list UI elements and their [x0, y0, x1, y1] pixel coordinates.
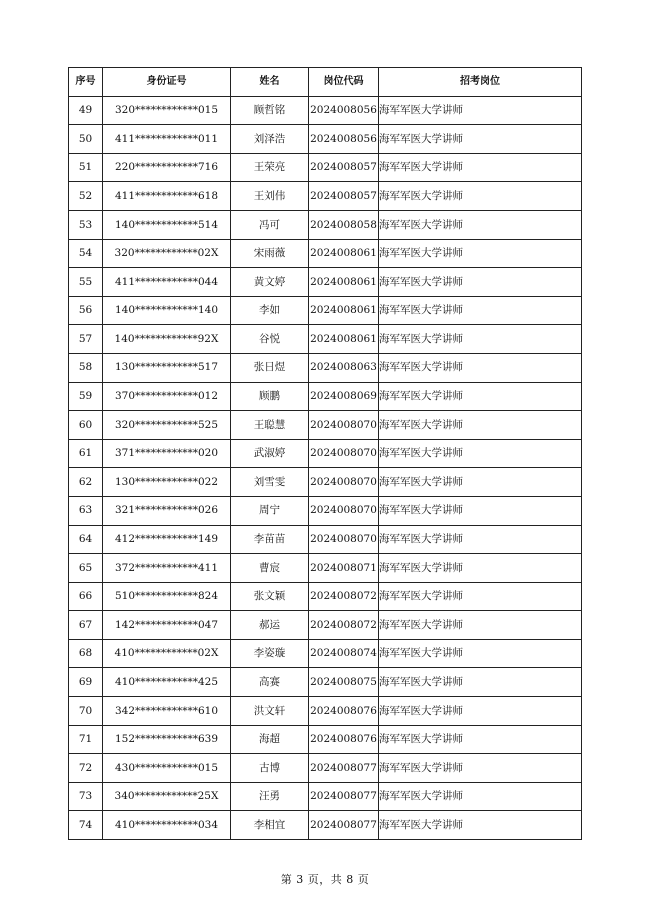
table-row — [69, 582, 582, 611]
cell-name: 汪勇 — [231, 782, 309, 811]
table-row — [69, 325, 582, 354]
cell-position-code: 2024008061 — [309, 239, 379, 268]
cell-seq: 63 — [69, 496, 103, 525]
cell-seq: 57 — [69, 325, 103, 354]
cell-seq: 62 — [69, 468, 103, 497]
cell-seq: 54 — [69, 239, 103, 268]
table-row — [69, 525, 582, 554]
cell-position: 海军军医大学讲师 — [379, 639, 582, 668]
table-row — [69, 96, 582, 125]
table-row — [69, 153, 582, 182]
cell-position: 海军军医大学讲师 — [379, 296, 582, 325]
cell-position: 海军军医大学讲师 — [379, 182, 582, 211]
cell-id-number: 140************514 — [103, 210, 231, 239]
cell-position-code: 2024008061 — [309, 325, 379, 354]
cell-seq: 65 — [69, 554, 103, 583]
cell-seq: 51 — [69, 153, 103, 182]
cell-position-code: 2024008056 — [309, 96, 379, 125]
table-row — [69, 439, 582, 468]
cell-position: 海军军医大学讲师 — [379, 210, 582, 239]
table-header-row — [69, 68, 582, 97]
cell-seq: 50 — [69, 125, 103, 154]
cell-name: 曹宸 — [231, 554, 309, 583]
cell-position-code: 2024008070 — [309, 525, 379, 554]
table-row — [69, 782, 582, 811]
cell-seq: 73 — [69, 782, 103, 811]
cell-id-number: 320************02X — [103, 239, 231, 268]
table-row — [69, 182, 582, 211]
cell-id-number: 340************25X — [103, 782, 231, 811]
cell-name: 冯可 — [231, 210, 309, 239]
table-row — [69, 353, 582, 382]
cell-position-code: 2024008077 — [309, 811, 379, 840]
cell-id-number: 220************716 — [103, 153, 231, 182]
cell-name: 顾哲铭 — [231, 96, 309, 125]
cell-seq: 49 — [69, 96, 103, 125]
cell-name: 张文颖 — [231, 582, 309, 611]
cell-name: 王刘伟 — [231, 182, 309, 211]
cell-position-code: 2024008070 — [309, 468, 379, 497]
cell-seq: 52 — [69, 182, 103, 211]
cell-position: 海军军医大学讲师 — [379, 725, 582, 754]
cell-position: 海军军医大学讲师 — [379, 153, 582, 182]
cell-id-number: 130************022 — [103, 468, 231, 497]
cell-name: 古博 — [231, 754, 309, 783]
cell-name: 刘泽浩 — [231, 125, 309, 154]
cell-position: 海军军医大学讲师 — [379, 353, 582, 382]
cell-id-number: 320************525 — [103, 411, 231, 440]
table-body — [69, 96, 582, 839]
table-row — [69, 554, 582, 583]
cell-seq: 71 — [69, 725, 103, 754]
cell-position-code: 2024008072 — [309, 611, 379, 640]
cell-seq: 58 — [69, 353, 103, 382]
cell-position-code: 2024008057 — [309, 153, 379, 182]
cell-name: 黄文婷 — [231, 268, 309, 297]
cell-seq: 55 — [69, 268, 103, 297]
table-row — [69, 697, 582, 726]
cell-name: 宋雨薇 — [231, 239, 309, 268]
candidate-table — [68, 67, 582, 840]
cell-name: 武淑婷 — [231, 439, 309, 468]
cell-position-code: 2024008069 — [309, 382, 379, 411]
table-row — [69, 296, 582, 325]
cell-name: 周宁 — [231, 496, 309, 525]
table-row — [69, 725, 582, 754]
cell-position: 海军军医大学讲师 — [379, 382, 582, 411]
cell-name: 李相宜 — [231, 811, 309, 840]
table-row — [69, 811, 582, 840]
page-footer: 第 3 页，共 8 页 — [280, 873, 370, 886]
cell-id-number: 372************411 — [103, 554, 231, 583]
table-row — [69, 496, 582, 525]
cell-name: 李如 — [231, 296, 309, 325]
cell-position: 海军军医大学讲师 — [379, 611, 582, 640]
cell-name: 谷悦 — [231, 325, 309, 354]
cell-position: 海军军医大学讲师 — [379, 411, 582, 440]
header-id-number: 身份证号 — [103, 68, 231, 97]
cell-seq: 53 — [69, 210, 103, 239]
cell-position: 海军军医大学讲师 — [379, 811, 582, 840]
cell-position: 海军军医大学讲师 — [379, 668, 582, 697]
table-row — [69, 611, 582, 640]
cell-position-code: 2024008077 — [309, 754, 379, 783]
cell-name: 王聪慧 — [231, 411, 309, 440]
cell-position-code: 2024008056 — [309, 125, 379, 154]
cell-seq: 70 — [69, 697, 103, 726]
cell-name: 李苗苗 — [231, 525, 309, 554]
table-row — [69, 268, 582, 297]
cell-position: 海军军医大学讲师 — [379, 554, 582, 583]
cell-position-code: 2024008077 — [309, 782, 379, 811]
cell-position: 海军军医大学讲师 — [379, 525, 582, 554]
header-position-code: 岗位代码 — [309, 68, 379, 97]
cell-position: 海军军医大学讲师 — [379, 496, 582, 525]
cell-seq: 60 — [69, 411, 103, 440]
cell-id-number: 411************011 — [103, 125, 231, 154]
cell-id-number: 140************92X — [103, 325, 231, 354]
table-row — [69, 468, 582, 497]
cell-position: 海军军医大学讲师 — [379, 325, 582, 354]
cell-name: 洪文轩 — [231, 697, 309, 726]
cell-seq: 66 — [69, 582, 103, 611]
table-row — [69, 125, 582, 154]
cell-name: 刘雪雯 — [231, 468, 309, 497]
cell-position-code: 2024008063 — [309, 353, 379, 382]
cell-id-number: 412************149 — [103, 525, 231, 554]
cell-name: 高赛 — [231, 668, 309, 697]
cell-seq: 56 — [69, 296, 103, 325]
cell-id-number: 342************610 — [103, 697, 231, 726]
cell-position: 海军军医大学讲师 — [379, 125, 582, 154]
table-row — [69, 754, 582, 783]
table-row — [69, 382, 582, 411]
cell-position-code: 2024008058 — [309, 210, 379, 239]
cell-name: 海超 — [231, 725, 309, 754]
table-row — [69, 668, 582, 697]
cell-id-number: 152************639 — [103, 725, 231, 754]
cell-seq: 74 — [69, 811, 103, 840]
cell-seq: 68 — [69, 639, 103, 668]
table-row — [69, 411, 582, 440]
cell-position-code: 2024008075 — [309, 668, 379, 697]
cell-id-number: 371************020 — [103, 439, 231, 468]
cell-position-code: 2024008070 — [309, 496, 379, 525]
cell-id-number: 370************012 — [103, 382, 231, 411]
cell-position: 海军军医大学讲师 — [379, 754, 582, 783]
cell-seq: 61 — [69, 439, 103, 468]
cell-position: 海军军医大学讲师 — [379, 697, 582, 726]
cell-seq: 67 — [69, 611, 103, 640]
table-row — [69, 239, 582, 268]
cell-position: 海军军医大学讲师 — [379, 782, 582, 811]
cell-position: 海军军医大学讲师 — [379, 468, 582, 497]
header-seq: 序号 — [69, 68, 103, 97]
header-name: 姓名 — [231, 68, 309, 97]
cell-position-code: 2024008072 — [309, 582, 379, 611]
cell-position-code: 2024008076 — [309, 725, 379, 754]
cell-name: 李姿璇 — [231, 639, 309, 668]
cell-id-number: 321************026 — [103, 496, 231, 525]
cell-id-number: 142************047 — [103, 611, 231, 640]
cell-seq: 72 — [69, 754, 103, 783]
header-position: 招考岗位 — [379, 68, 582, 97]
cell-id-number: 140************140 — [103, 296, 231, 325]
cell-position: 海军军医大学讲师 — [379, 439, 582, 468]
cell-position-code: 2024008076 — [309, 697, 379, 726]
cell-id-number: 510************824 — [103, 582, 231, 611]
cell-position-code: 2024008071 — [309, 554, 379, 583]
cell-position-code: 2024008061 — [309, 268, 379, 297]
table-row — [69, 639, 582, 668]
cell-position-code: 2024008057 — [309, 182, 379, 211]
cell-seq: 64 — [69, 525, 103, 554]
cell-name: 张日煜 — [231, 353, 309, 382]
cell-seq: 69 — [69, 668, 103, 697]
cell-id-number: 130************517 — [103, 353, 231, 382]
cell-id-number: 410************02X — [103, 639, 231, 668]
cell-name: 郝运 — [231, 611, 309, 640]
cell-id-number: 411************044 — [103, 268, 231, 297]
cell-position-code: 2024008070 — [309, 439, 379, 468]
cell-seq: 59 — [69, 382, 103, 411]
cell-id-number: 320************015 — [103, 96, 231, 125]
cell-name: 顾鹏 — [231, 382, 309, 411]
cell-id-number: 411************618 — [103, 182, 231, 211]
cell-position: 海军军医大学讲师 — [379, 96, 582, 125]
cell-position: 海军军医大学讲师 — [379, 239, 582, 268]
cell-id-number: 430************015 — [103, 754, 231, 783]
cell-id-number: 410************425 — [103, 668, 231, 697]
cell-id-number: 410************034 — [103, 811, 231, 840]
cell-position-code: 2024008061 — [309, 296, 379, 325]
cell-position-code: 2024008074 — [309, 639, 379, 668]
cell-position: 海军军医大学讲师 — [379, 582, 582, 611]
cell-name: 王荣亮 — [231, 153, 309, 182]
cell-position-code: 2024008070 — [309, 411, 379, 440]
table-row — [69, 210, 582, 239]
cell-position: 海军军医大学讲师 — [379, 268, 582, 297]
